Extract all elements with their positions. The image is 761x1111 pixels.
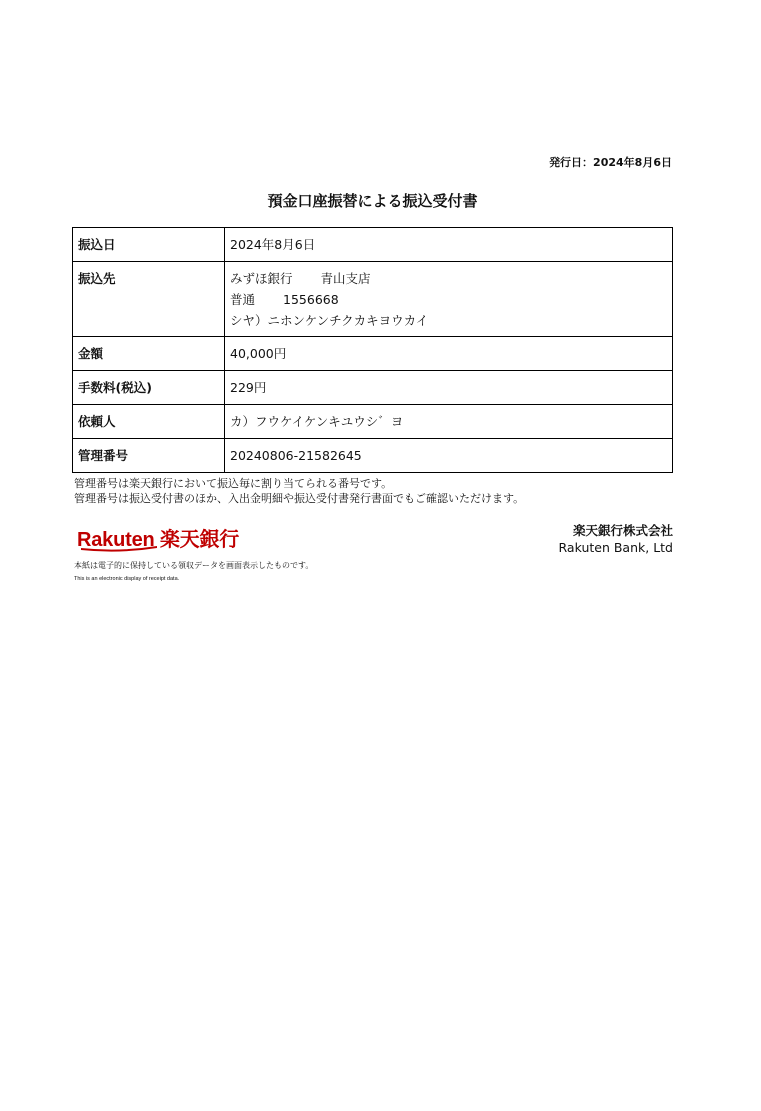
control-number-label: 管理番号	[78, 448, 129, 463]
payee-bank: みずほ銀行	[230, 271, 293, 286]
payee-bank-line	[230, 268, 672, 289]
document-title: 預金口座振替による振込受付書	[267, 192, 478, 210]
logo-swoosh-icon	[79, 542, 159, 554]
table-row-amount	[73, 337, 673, 371]
footer-note-en: This is an electronic display of receipt data.	[74, 576, 180, 582]
note-line: 管理番号は楽天銀行において振込毎に割り当てられる番号です。	[74, 477, 393, 490]
note-line: 管理番号は振込受付書のほか、入出金明細や振込受付書発行書面でもご確認いただけます。	[74, 491, 525, 505]
amount-label: 金額	[78, 346, 104, 361]
footer-note-jp: 本紙は電子的に保持している領収データを画面表示したものです。	[74, 561, 314, 570]
payee-label: 振込先	[78, 271, 116, 286]
table-row-transfer-date	[73, 228, 673, 262]
transfer-date-label: 振込日	[78, 237, 116, 252]
table-row-requester	[73, 405, 673, 439]
payee-account-name: シヤ）ニホンケンチクカキヨウカイ	[230, 313, 429, 328]
payee-account-number: 1556668	[283, 292, 339, 307]
control-number-value: 20240806-21582645	[230, 448, 362, 463]
issue-date: 発行日：2024年8月6日	[549, 156, 672, 169]
table-row-fee	[73, 371, 673, 405]
logo-text: Rakuten 楽天銀行	[77, 529, 240, 551]
rakuten-bank-logo	[77, 523, 247, 555]
requester-label: 依頼人	[78, 414, 116, 429]
bank-name-jp: 楽天銀行株式会社	[572, 523, 673, 538]
transfer-details-table	[72, 227, 673, 473]
amount-value: 40,000円	[230, 346, 287, 361]
requester-value: カ）フウケイケンキユウシ゛ヨ	[230, 414, 404, 429]
fee-label: 手数料(税込)	[78, 380, 152, 395]
table-row-control-number	[73, 439, 673, 473]
payee-account-line	[230, 289, 672, 310]
payee-branch: 青山支店	[320, 271, 371, 286]
fee-value: 229円	[230, 380, 267, 395]
payee-account-type: 普通	[230, 292, 256, 307]
notes	[74, 477, 524, 506]
bank-name-en: Rakuten Bank, Ltd	[558, 540, 673, 555]
bank-name-block	[559, 522, 673, 556]
table-row-payee	[73, 262, 673, 337]
transfer-date-value: 2024年8月6日	[230, 237, 316, 252]
